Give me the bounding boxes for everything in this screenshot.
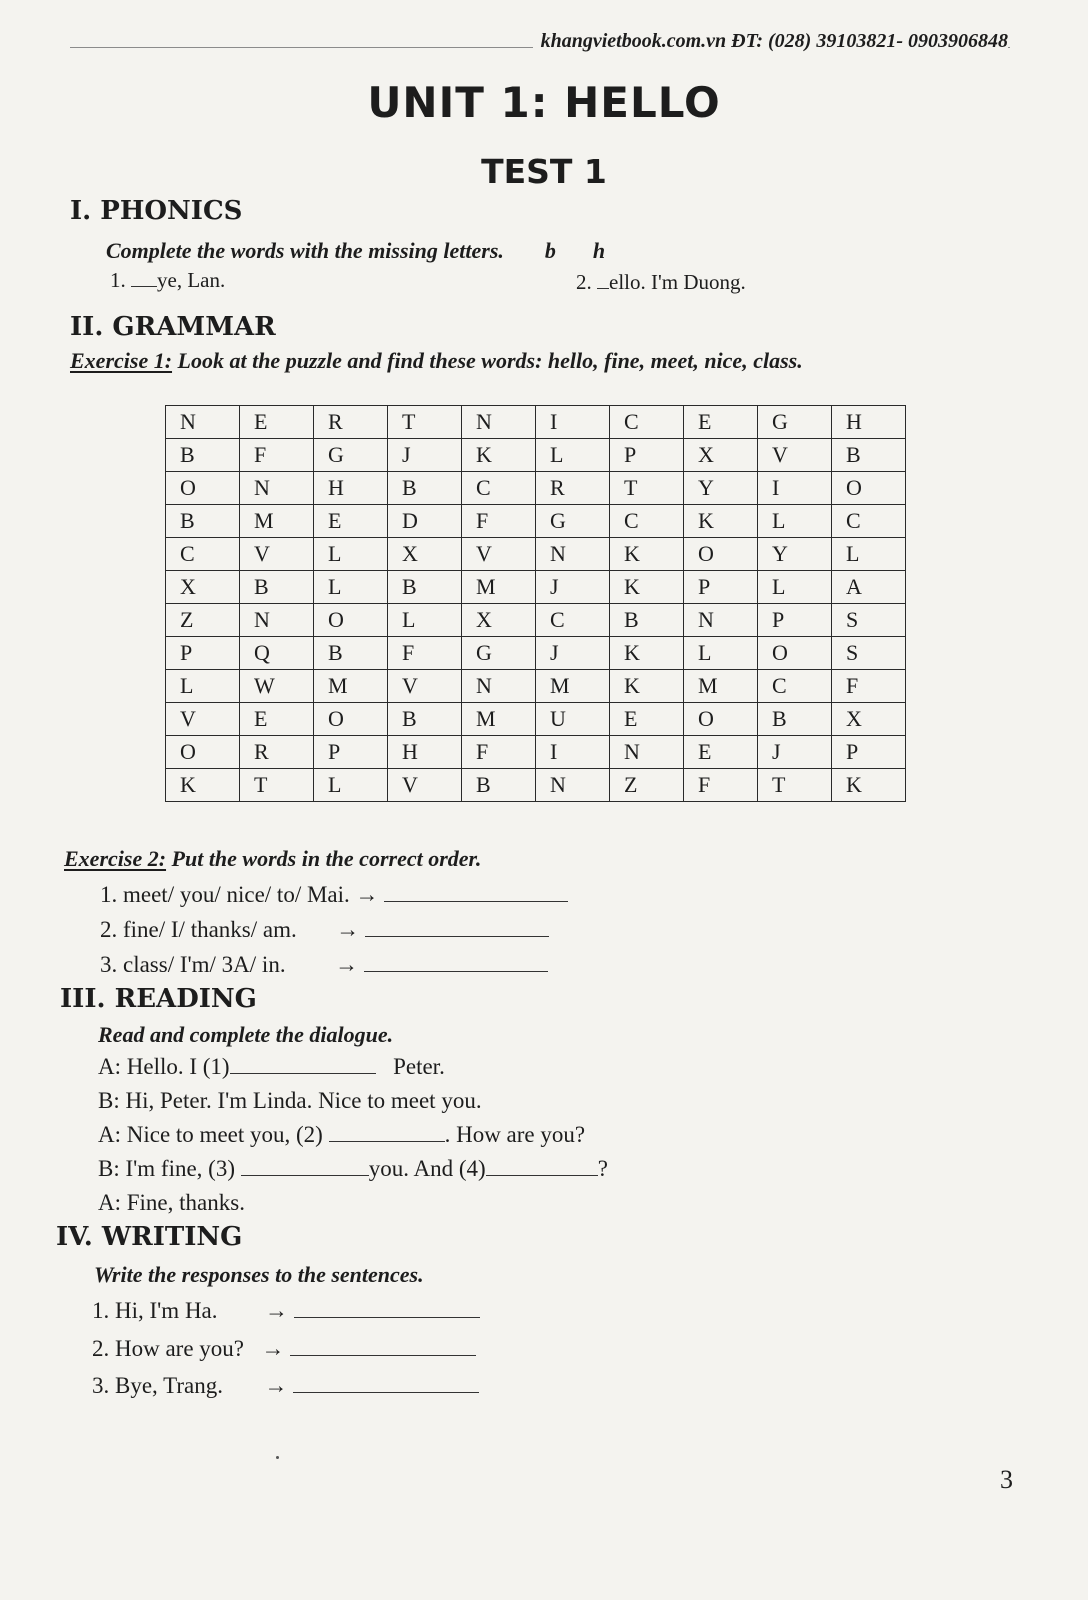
writing-instruction: Write the responses to the sentences. [94, 1262, 424, 1287]
puzzle-row [166, 505, 906, 538]
exercise2-item-text: 1. meet/ you/ nice/ to/ Mai. [100, 882, 350, 907]
puzzle-cell[interactable]: P [314, 736, 388, 769]
exercise1-label: Exercise 1: [70, 348, 173, 373]
writing-heading: IV. WRITING [56, 1222, 243, 1252]
answer-blank[interactable] [131, 268, 157, 287]
puzzle-cell[interactable]: P [758, 604, 832, 637]
puzzle-cell[interactable]: S [832, 604, 906, 637]
puzzle-cell[interactable]: L [536, 439, 610, 472]
phonics-instruction [106, 238, 605, 264]
arrow-icon: → [265, 1298, 289, 1323]
puzzle-cell[interactable]: D [388, 505, 462, 538]
puzzle-cell[interactable]: X [388, 538, 462, 571]
puzzle-cell[interactable]: F [684, 769, 758, 802]
puzzle-cell[interactable]: K [684, 505, 758, 538]
puzzle-cell[interactable]: J [758, 736, 832, 769]
page-number: 3 [1000, 1465, 1013, 1494]
puzzle-row [166, 769, 906, 802]
arrow-icon: → [336, 917, 360, 942]
puzzle-cell[interactable]: N [536, 538, 610, 571]
puzzle-cell[interactable]: B [462, 769, 536, 802]
phonics-letter-h: h [592, 238, 606, 263]
puzzle-cell[interactable]: F [388, 637, 462, 670]
puzzle-cell[interactable]: N [684, 604, 758, 637]
puzzle-cell[interactable]: L [314, 571, 388, 604]
puzzle-cell[interactable]: W [240, 670, 314, 703]
answer-blank[interactable] [486, 1157, 598, 1176]
phonics-item-number: 1. [110, 268, 126, 292]
puzzle-cell[interactable]: G [462, 637, 536, 670]
puzzle-cell[interactable]: Q [240, 637, 314, 670]
puzzle-cell[interactable]: B [166, 505, 240, 538]
puzzle-cell[interactable]: B [388, 571, 462, 604]
dialogue-line [98, 1088, 482, 1114]
dialogue-text: you. And (4) [368, 1156, 486, 1181]
exercise1-text: Look at the puzzle and find these words: hello, fine, meet, nice, class. [177, 348, 803, 373]
puzzle-cell[interactable]: F [832, 670, 906, 703]
writing-item-text: 3. Bye, Trang. [92, 1373, 223, 1398]
puzzle-cell[interactable]: F [462, 736, 536, 769]
puzzle-cell[interactable]: L [684, 637, 758, 670]
answer-blank[interactable] [364, 953, 548, 972]
puzzle-cell[interactable]: I [536, 736, 610, 769]
puzzle-cell[interactable]: F [240, 439, 314, 472]
puzzle-row [166, 571, 906, 604]
puzzle-cell[interactable]: M [462, 703, 536, 736]
puzzle-cell[interactable]: O [832, 472, 906, 505]
puzzle-cell[interactable]: O [166, 736, 240, 769]
puzzle-cell[interactable]: C [610, 406, 684, 439]
puzzle-cell[interactable]: C [832, 505, 906, 538]
puzzle-cell[interactable]: K [610, 538, 684, 571]
dialogue-text: Hello. I (1) [126, 1054, 230, 1079]
puzzle-cell[interactable]: N [166, 406, 240, 439]
puzzle-row [166, 439, 906, 472]
speaker-label: A: [98, 1190, 121, 1215]
exercise2-item [100, 952, 548, 978]
dialogue-text: ? [597, 1156, 608, 1181]
puzzle-cell[interactable]: E [240, 406, 314, 439]
puzzle-cell[interactable]: L [758, 505, 832, 538]
puzzle-cell[interactable]: L [314, 769, 388, 802]
puzzle-cell[interactable]: N [240, 472, 314, 505]
phonics-letter-b: b [544, 238, 556, 263]
writing-item-text: 2. How are you? [92, 1336, 245, 1361]
puzzle-cell[interactable]: B [832, 439, 906, 472]
puzzle-cell[interactable]: R [240, 736, 314, 769]
dialogue-line [98, 1190, 245, 1216]
puzzle-cell[interactable]: N [240, 604, 314, 637]
puzzle-cell[interactable]: M [314, 670, 388, 703]
puzzle-cell[interactable]: R [314, 406, 388, 439]
puzzle-cell[interactable]: H [388, 736, 462, 769]
answer-blank[interactable] [365, 918, 549, 937]
puzzle-cell[interactable]: O [166, 472, 240, 505]
puzzle-cell[interactable]: X [462, 604, 536, 637]
puzzle-cell[interactable]: E [684, 406, 758, 439]
word-search-grid [165, 405, 906, 802]
puzzle-cell[interactable]: Z [166, 604, 240, 637]
puzzle-cell[interactable]: M [240, 505, 314, 538]
puzzle-cell[interactable]: B [610, 604, 684, 637]
puzzle-cell[interactable]: F [462, 505, 536, 538]
puzzle-cell[interactable]: B [166, 439, 240, 472]
dialogue-line [98, 1156, 608, 1182]
puzzle-cell[interactable]: O [314, 604, 388, 637]
arrow-icon: → [261, 1336, 285, 1361]
exercise2-item-text: 2. fine/ I/ thanks/ am. [100, 917, 297, 942]
puzzle-cell[interactable]: P [166, 637, 240, 670]
arrow-icon: → [335, 952, 359, 977]
puzzle-cell[interactable]: K [832, 769, 906, 802]
puzzle-cell[interactable]: R [536, 472, 610, 505]
puzzle-cell[interactable]: B [240, 571, 314, 604]
puzzle-cell[interactable]: Y [684, 472, 758, 505]
puzzle-cell[interactable]: G [314, 439, 388, 472]
puzzle-cell[interactable]: G [536, 505, 610, 538]
puzzle-cell[interactable]: K [166, 769, 240, 802]
puzzle-cell[interactable]: B [314, 637, 388, 670]
puzzle-cell[interactable]: V [166, 703, 240, 736]
puzzle-cell[interactable]: U [536, 703, 610, 736]
grammar-heading: II. GRAMMAR [70, 312, 276, 342]
test-title: TEST 1 [481, 152, 607, 191]
puzzle-cell[interactable]: H [832, 406, 906, 439]
dialogue-text: Hi, Peter. I'm Linda. Nice to meet you. [125, 1088, 482, 1113]
puzzle-cell[interactable]: P [610, 439, 684, 472]
puzzle-cell[interactable]: C [462, 472, 536, 505]
puzzle-row [166, 472, 906, 505]
phonics-item-2 [576, 270, 746, 295]
grammar-exercise1-instruction [70, 348, 803, 374]
puzzle-cell[interactable]: I [758, 472, 832, 505]
answer-blank[interactable] [241, 1157, 369, 1176]
puzzle-cell[interactable]: S [832, 637, 906, 670]
puzzle-cell[interactable]: P [684, 571, 758, 604]
phonics-item-1 [110, 268, 225, 293]
exercise2-item-text: 3. class/ I'm/ 3A/ in. [100, 952, 286, 977]
puzzle-cell[interactable]: O [314, 703, 388, 736]
arrow-icon: → [264, 1373, 288, 1398]
dialogue-text: Nice to meet you, (2) [126, 1122, 323, 1147]
exercise2-label: Exercise 2: [64, 846, 167, 871]
puzzle-cell[interactable]: T [240, 769, 314, 802]
puzzle-row [166, 538, 906, 571]
answer-blank[interactable] [597, 270, 609, 289]
dialogue-line [98, 1054, 445, 1080]
speaker-label: B: [98, 1156, 120, 1181]
puzzle-cell[interactable]: B [388, 472, 462, 505]
puzzle-cell[interactable]: E [314, 505, 388, 538]
writing-item [92, 1373, 479, 1399]
exercise2-item [100, 917, 549, 943]
phonics-item-number: 2. [576, 270, 592, 294]
puzzle-cell[interactable]: C [610, 505, 684, 538]
puzzle-cell[interactable]: T [758, 769, 832, 802]
puzzle-cell[interactable]: V [462, 538, 536, 571]
puzzle-cell[interactable]: X [166, 571, 240, 604]
puzzle-cell[interactable]: L [758, 571, 832, 604]
puzzle-row [166, 670, 906, 703]
phonics-item-text: ye, Lan. [157, 268, 226, 292]
puzzle-cell[interactable]: J [388, 439, 462, 472]
arrow-icon: → [355, 882, 379, 907]
answer-blank[interactable] [293, 1374, 479, 1393]
puzzle-cell[interactable]: J [536, 637, 610, 670]
puzzle-cell[interactable]: O [684, 538, 758, 571]
puzzle-cell[interactable]: V [388, 670, 462, 703]
puzzle-cell[interactable]: O [758, 637, 832, 670]
puzzle-cell[interactable]: N [536, 769, 610, 802]
puzzle-cell[interactable]: N [462, 406, 536, 439]
puzzle-cell[interactable]: L [388, 604, 462, 637]
puzzle-cell[interactable]: C [166, 538, 240, 571]
answer-blank[interactable] [230, 1055, 376, 1074]
speaker-label: B: [98, 1088, 120, 1113]
exercise2-item [100, 882, 568, 908]
unit-title: UNIT 1: HELLO [367, 78, 721, 127]
speaker-label: A: [98, 1054, 121, 1079]
answer-blank[interactable] [290, 1337, 476, 1356]
grammar-exercise2-instruction [64, 846, 481, 872]
dialogue-text: . How are you? [444, 1122, 586, 1147]
dialogue-text: I'm fine, (3) [125, 1156, 236, 1181]
dialogue-text: Fine, thanks. [126, 1190, 245, 1215]
puzzle-cell[interactable]: J [536, 571, 610, 604]
puzzle-cell[interactable]: V [240, 538, 314, 571]
speck [276, 1456, 279, 1459]
puzzle-cell[interactable]: K [610, 637, 684, 670]
puzzle-cell[interactable]: C [758, 670, 832, 703]
answer-blank[interactable] [329, 1123, 445, 1142]
puzzle-cell[interactable]: E [610, 703, 684, 736]
puzzle-cell[interactable]: B [388, 703, 462, 736]
dialogue-line [98, 1122, 585, 1148]
puzzle-cell[interactable]: Y [758, 538, 832, 571]
puzzle-cell[interactable]: L [832, 538, 906, 571]
writing-item-text: 1. Hi, I'm Ha. [92, 1298, 218, 1323]
puzzle-cell[interactable]: M [684, 670, 758, 703]
answer-blank[interactable] [294, 1299, 480, 1318]
puzzle-cell[interactable]: A [832, 571, 906, 604]
puzzle-cell[interactable]: V [758, 439, 832, 472]
puzzle-cell[interactable]: L [314, 538, 388, 571]
puzzle-cell[interactable]: Z [610, 769, 684, 802]
phonics-item-text: ello. I'm Duong. [609, 270, 746, 294]
puzzle-cell[interactable]: L [166, 670, 240, 703]
puzzle-cell[interactable]: I [536, 406, 610, 439]
puzzle-cell[interactable]: K [610, 571, 684, 604]
reading-heading: III. READING [60, 984, 257, 1014]
puzzle-cell[interactable]: M [536, 670, 610, 703]
phonics-instruction-text: Complete the words with the missing letters. [106, 238, 504, 263]
puzzle-row [166, 637, 906, 670]
writing-item [92, 1298, 480, 1324]
puzzle-cell[interactable]: E [240, 703, 314, 736]
puzzle-row [166, 736, 906, 769]
puzzle-cell[interactable]: C [536, 604, 610, 637]
answer-blank[interactable] [384, 883, 568, 902]
reading-instruction: Read and complete the dialogue. [98, 1022, 394, 1047]
speaker-label: A: [98, 1122, 121, 1147]
exercise2-text: Put the words in the correct order. [171, 846, 482, 871]
puzzle-cell[interactable]: P [832, 736, 906, 769]
phonics-heading: I. PHONICS [70, 196, 243, 226]
dialogue-text: Peter. [393, 1054, 445, 1079]
puzzle-cell[interactable]: K [610, 670, 684, 703]
puzzle-row [166, 604, 906, 637]
puzzle-cell[interactable]: E [684, 736, 758, 769]
puzzle-cell[interactable]: K [462, 439, 536, 472]
publisher-header: khangvietbook.com.vn ĐT: (028) 39103821- 0903906848 [533, 30, 1008, 53]
puzzle-cell[interactable]: N [462, 670, 536, 703]
puzzle-cell[interactable]: T [388, 406, 462, 439]
puzzle-row [166, 406, 906, 439]
puzzle-cell[interactable]: G [758, 406, 832, 439]
puzzle-cell[interactable]: B [758, 703, 832, 736]
puzzle-cell[interactable]: X [684, 439, 758, 472]
puzzle-cell[interactable]: O [684, 703, 758, 736]
puzzle-cell[interactable]: M [462, 571, 536, 604]
puzzle-cell[interactable]: T [610, 472, 684, 505]
puzzle-cell[interactable]: V [388, 769, 462, 802]
writing-item [92, 1336, 476, 1362]
puzzle-cell[interactable]: H [314, 472, 388, 505]
puzzle-cell[interactable]: N [610, 736, 684, 769]
puzzle-cell[interactable]: X [832, 703, 906, 736]
puzzle-row [166, 703, 906, 736]
